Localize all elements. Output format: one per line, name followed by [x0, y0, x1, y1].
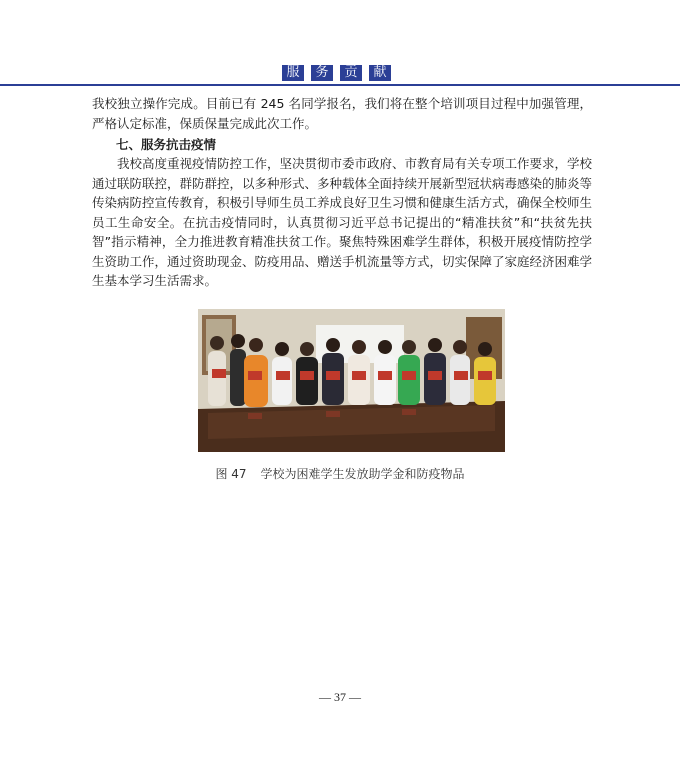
body-paragraph-2: 我校高度重视疫情防控工作，坚决贯彻市委市政府、市教育局有关专项工作要求，学校通过联防联控，群防群控，以多种形式、多种载体全面持续开展新型冠状病毒感染的肺炎等传染病防控宣传教育，积极引导师生员工养成良好卫生习惯和健康生活方式，确保全校师生员工生命安全。在抗击疫情同时，认真贯彻习近平总书记提出的“精准扶贫”和“扶贫先扶智”指示精神，全力推进教育精准扶贫工作。聚焦特殊困难学生群体，积极开展疫情防控学生资助工作，通过资助现金、防疫用品、赠送手机流量等方式，切实保障了家庭经济困难学生基本学习生活需求。	[92, 156, 593, 288]
header-char-4: 献	[369, 65, 391, 81]
figure-photo	[198, 309, 505, 452]
page-number: — 37 —	[319, 690, 361, 704]
header-char-1: 服	[282, 65, 304, 81]
figure-number: 图 47	[215, 467, 247, 481]
header-rule	[0, 84, 680, 86]
section-header	[282, 65, 391, 81]
header-char-2: 务	[311, 65, 333, 81]
section-heading: 七、服务抗击疫情	[116, 137, 217, 152]
body-paragraph-1: 我校独立操作完成。目前已有 245 名同学报名，我们将在整个培训项目过程中加强管理，严格认定标准，保质保量完成此次工作。	[92, 96, 592, 131]
header-char-3: 贡	[340, 65, 362, 81]
figure-caption	[0, 465, 680, 482]
figure-caption-text: 学校为困难学生发放助学金和防疫物品	[260, 467, 465, 481]
